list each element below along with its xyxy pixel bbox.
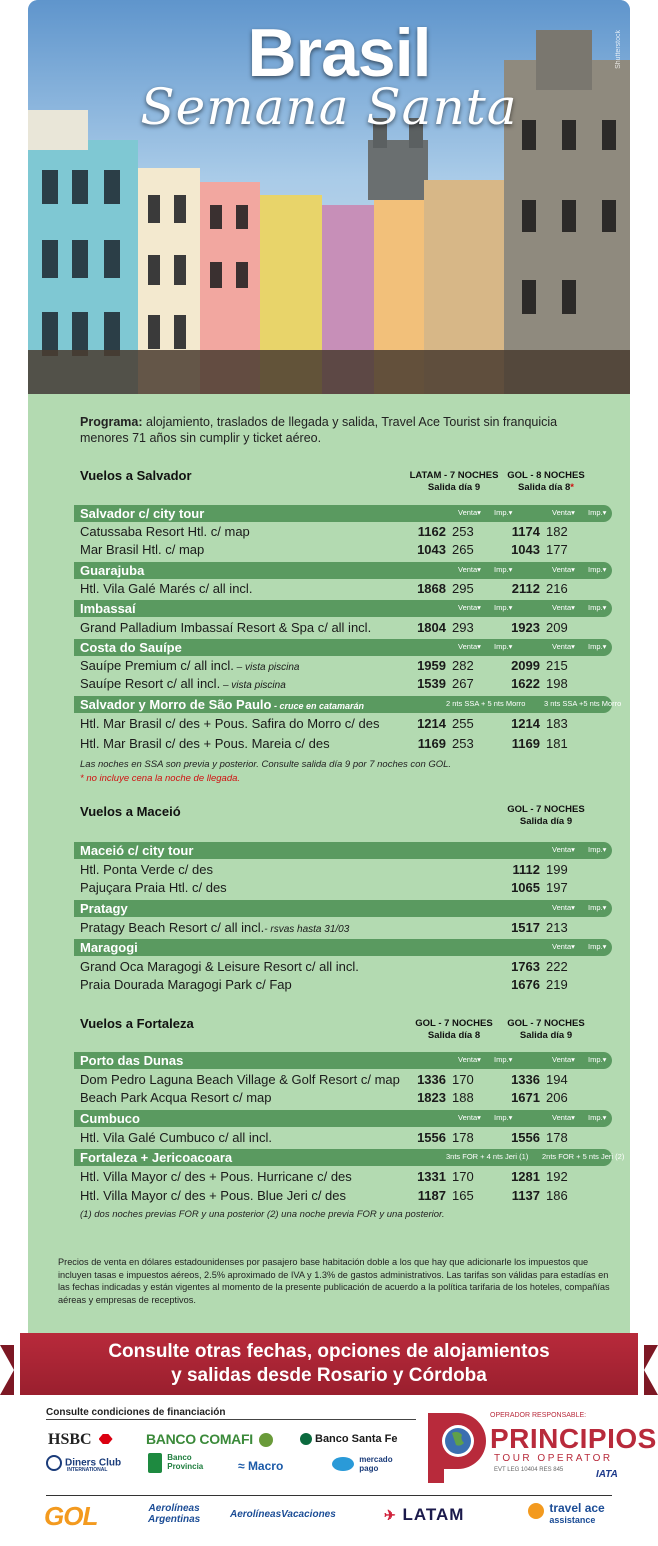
- table-row: [80, 736, 610, 753]
- price-venta: 1763: [511, 959, 540, 974]
- venta-label: Venta▾: [552, 642, 575, 651]
- price-venta: 1923: [511, 620, 540, 635]
- hotel-name: Sauípe Premium c/ all incl.: [80, 658, 234, 673]
- hotel-name: Htl. Ponta Verde c/ des: [80, 862, 213, 877]
- ribbon-line-1: Consulte otras fechas, opciones de alojamientos: [108, 1341, 550, 1362]
- aerolineas-text-1: Aerolíneas: [148, 1503, 200, 1514]
- venta-label: Venta▾: [458, 508, 481, 517]
- price-imp: 177: [546, 542, 568, 557]
- group-band-maceio-city-tour: [74, 842, 612, 859]
- aerolineas-logo: [148, 1503, 200, 1525]
- comafi-logo: [146, 1431, 273, 1447]
- table-row: [80, 880, 610, 897]
- nights-label: 2nts FOR + 5 nts Jeri (2): [542, 1152, 625, 1161]
- group-band-salvador-morro: [74, 696, 622, 713]
- group-name: Salvador y Morro de São Paulo: [80, 697, 272, 712]
- latam-icon: ✈: [384, 1507, 397, 1523]
- santafe-logo: [300, 1433, 398, 1445]
- ribbon-tail-right: [644, 1345, 658, 1395]
- nights-label: 3 nts SSA +5 nts Morro: [544, 699, 622, 708]
- price-venta: 1671: [511, 1090, 540, 1105]
- diners-text: Diners Club: [65, 1457, 122, 1469]
- table-row: [80, 1090, 610, 1107]
- col-head-line: GOL - 7 NOCHES: [507, 1018, 585, 1029]
- group-name: Cumbuco: [80, 1111, 140, 1126]
- venta-label: Venta▾: [552, 603, 575, 612]
- ribbon-line-2: y salidas desde Rosario y Córdoba: [171, 1365, 487, 1386]
- group-band-guarajuba: [74, 562, 612, 579]
- price-venta: 1959: [417, 658, 446, 673]
- provincia-text-2: Provincia: [167, 1462, 204, 1471]
- price-imp: 170: [452, 1072, 474, 1087]
- table-row: [80, 1130, 610, 1147]
- price-venta: 1823: [417, 1090, 446, 1105]
- diners-logo: [46, 1455, 121, 1473]
- price-imp: 295: [452, 581, 474, 596]
- divider: [46, 1419, 416, 1420]
- table-row: [80, 862, 610, 879]
- imp-label: Imp.▾: [588, 903, 607, 912]
- price-imp: 267: [452, 676, 474, 691]
- price-venta: 1331: [417, 1169, 446, 1184]
- group-note: - cruce en catamarán: [271, 701, 364, 711]
- table-row: [80, 542, 610, 559]
- operator-label: OPERADOR RESPONSABLE:: [490, 1412, 587, 1419]
- principios-logo-icon: [422, 1413, 486, 1483]
- price-venta: 1556: [417, 1130, 446, 1145]
- principios-sub: TOUR OPERATOR: [494, 1453, 613, 1464]
- mercado-text-2: pago: [359, 1464, 379, 1473]
- price-table-panel: [28, 394, 630, 1340]
- price-imp: 209: [546, 620, 568, 635]
- hotel-name: Htl. Vila Galé Marés c/ all incl.: [80, 581, 253, 596]
- price-venta: 1169: [417, 736, 446, 751]
- nights-label: 3nts FOR + 4 nts Jeri (1): [446, 1152, 529, 1161]
- group-name: Pratagy: [80, 901, 128, 916]
- group-name: Maragogi: [80, 940, 138, 955]
- col-head-gol-8: [409, 1018, 499, 1042]
- price-venta: 1043: [511, 542, 540, 557]
- travelace-logo: [528, 1503, 605, 1526]
- price-imp: 293: [452, 620, 474, 635]
- hotel-name: Pratagy Beach Resort c/ all incl.: [80, 920, 265, 935]
- table-row: [80, 977, 610, 994]
- hsbc-text: HSBC: [48, 1431, 92, 1448]
- price-venta: 2099: [511, 658, 540, 673]
- principios-name: PRINCIPIOS: [490, 1423, 657, 1454]
- provincia-text-1: Banco: [167, 1453, 192, 1462]
- ribbon-tail-left: [0, 1345, 14, 1395]
- price-venta: 1174: [511, 524, 540, 539]
- venta-label: Venta▾: [458, 603, 481, 612]
- price-venta: 1187: [417, 1188, 446, 1203]
- comafi-globe-icon: [259, 1433, 273, 1447]
- price-venta: 1804: [417, 620, 446, 635]
- promo-ribbon: [0, 1333, 658, 1395]
- santafe-text: Banco Santa Fe: [315, 1433, 398, 1445]
- venta-label: Venta▾: [458, 642, 481, 651]
- price-imp: 206: [546, 1090, 568, 1105]
- venta-label: Venta▾: [458, 1113, 481, 1122]
- hero-subtitle: Semana Santa: [140, 78, 518, 136]
- table-row: [80, 1188, 610, 1205]
- col-head-line: Salida día 9: [519, 1030, 573, 1041]
- imp-label: Imp.▾: [494, 603, 513, 612]
- col-head-line: GOL - 8 NOCHES: [507, 470, 585, 481]
- col-head-gol-9: [501, 1018, 591, 1042]
- col-head-line: Salida día 9: [519, 816, 573, 827]
- table-row: [80, 1072, 610, 1089]
- price-venta: 1676: [511, 977, 540, 992]
- hotel-name: Grand Oca Maragogi & Leisure Resort c/ all incl.: [80, 959, 359, 974]
- hotel-name: Htl. Villa Mayor c/ des + Pous. Blue Jeri c/ des: [80, 1188, 347, 1203]
- price-venta: 1336: [417, 1072, 446, 1087]
- hsbc-hexagon-icon: [99, 1434, 113, 1444]
- imp-label: Imp.▾: [588, 508, 607, 517]
- footnote-salvador: Las noches en SSA son previa y posterior. Consulte salida día 9 por 7 noches con GOL.: [80, 759, 452, 770]
- price-venta: 1065: [511, 880, 540, 895]
- principios-evt: EVT LEG 10404 RES 845: [494, 1467, 564, 1473]
- imp-label: Imp.▾: [588, 845, 607, 854]
- imp-label: Imp.▾: [494, 1055, 513, 1064]
- col-head-gol: [501, 804, 591, 828]
- diners-subtext: INTERNATIONAL: [67, 1467, 108, 1473]
- group-band-maragogi: [74, 939, 612, 956]
- group-band-pratagy: [74, 900, 612, 917]
- gol-logo: GOL: [44, 1501, 98, 1531]
- disclaimer: Precios de venta en dólares estadounidenses por pasajero base habitación doble a los que hay que adicionarle los impuestos que incluyen tasas e impuestos aéreos, 2.5% aproximado de IVA y 1.3% de gastos administrativos. Las tarifas son válidas para estadías en las fechas indicadas y están vigentes al momento de la presente publicación de acuerdo a la política tarifaria de los hoteles, compañías aéreas y empresas de receptivos.: [58, 1257, 610, 1305]
- travelace-text-2: assistance: [549, 1515, 596, 1525]
- hotel-note: - rsvas hasta 31/03: [264, 924, 350, 935]
- hotel-name: Htl. Villa Mayor c/ des + Pous. Hurricane c/ des: [80, 1169, 352, 1184]
- table-row: [80, 716, 610, 733]
- price-imp: 178: [452, 1130, 474, 1145]
- table-row: [80, 959, 610, 976]
- price-imp: 182: [546, 524, 568, 539]
- price-imp: 192: [546, 1169, 568, 1184]
- group-band-porto-das-dunas: [74, 1052, 612, 1069]
- hotel-name: Catussaba Resort Htl. c/ map: [80, 524, 250, 539]
- hotel-note: – vista piscina: [220, 680, 286, 691]
- venta-label: Venta▾: [552, 1055, 575, 1064]
- col-head-line: LATAM - 7 NOCHES: [409, 470, 499, 481]
- group-band-fortaleza-jericoacoara: [74, 1149, 625, 1166]
- table-row: [80, 581, 610, 598]
- provincia-logo: [148, 1453, 203, 1473]
- hero-banner: [28, 0, 630, 394]
- iata-logo: IATA: [596, 1469, 618, 1480]
- price-venta: 1043: [417, 542, 446, 557]
- venta-label: Venta▾: [458, 1055, 481, 1064]
- price-venta: 1214: [511, 716, 540, 731]
- price-imp: 186: [546, 1188, 568, 1203]
- price-venta: 2112: [511, 581, 540, 596]
- col-head-line: GOL - 7 NOCHES: [507, 804, 585, 815]
- col-head-line: Salida día 8: [518, 482, 571, 493]
- price-imp: 198: [546, 676, 568, 691]
- price-imp: 213: [546, 920, 568, 935]
- imp-label: Imp.▾: [588, 1113, 607, 1122]
- asterisk-mark: *: [570, 482, 574, 493]
- price-venta: 1214: [417, 716, 446, 731]
- table-row: [80, 676, 610, 693]
- venta-label: Venta▾: [552, 942, 575, 951]
- hotel-name: Dom Pedro Laguna Beach Village & Golf Resort c/ map: [80, 1072, 400, 1087]
- price-imp: 219: [546, 977, 568, 992]
- venta-label: Venta▾: [552, 565, 575, 574]
- group-name: Costa do Sauípe: [80, 640, 182, 655]
- macro-text: Macro: [247, 1459, 284, 1473]
- price-imp: 216: [546, 581, 568, 596]
- price-venta: 1137: [511, 1188, 540, 1203]
- travelace-text-1: travel ace: [549, 1501, 605, 1515]
- col-head-line: Salida día 9: [427, 482, 481, 493]
- venta-label: Venta▾: [552, 508, 575, 517]
- photo-credit: Shutterstock: [615, 30, 622, 69]
- table-row: [80, 658, 610, 675]
- table-row: [80, 920, 610, 937]
- imp-label: Imp.▾: [588, 603, 607, 612]
- price-imp: 165: [452, 1188, 474, 1203]
- price-imp: 181: [546, 736, 568, 751]
- financing-label: Consulte condiciones de financiación: [46, 1407, 226, 1418]
- mercado-text-1: mercado: [359, 1455, 393, 1464]
- price-imp: 253: [452, 524, 474, 539]
- mercadopago-logo: [332, 1455, 393, 1473]
- hotel-name: Htl. Mar Brasil c/ des + Pous. Mareia c/ des: [80, 736, 330, 751]
- travelace-icon: [528, 1503, 544, 1519]
- santafe-icon: [300, 1433, 312, 1445]
- imp-label: Imp.▾: [588, 642, 607, 651]
- price-venta: 1517: [511, 920, 540, 935]
- venta-label: Venta▾: [458, 565, 481, 574]
- hotel-note: – vista piscina: [233, 662, 300, 673]
- price-imp: 188: [452, 1090, 474, 1105]
- price-imp: 199: [546, 862, 568, 877]
- table-row: [80, 524, 610, 541]
- macro-logo: [238, 1459, 283, 1473]
- footnote-salvador-dinner: * no incluye cena la noche de llegada.: [80, 773, 241, 784]
- group-band-costa-do-sauipe: [74, 639, 612, 656]
- price-imp: 215: [546, 658, 568, 673]
- price-venta: 1868: [417, 581, 446, 596]
- price-imp: 197: [546, 880, 568, 895]
- price-venta: 1112: [512, 862, 540, 877]
- price-imp: 265: [452, 542, 474, 557]
- imp-label: Imp.▾: [588, 1055, 607, 1064]
- footnote-fortaleza: (1) dos noches previas FOR y una posterior (2) una noche previa FOR y una posterior.: [80, 1209, 445, 1220]
- latam-text: LATAM: [402, 1505, 465, 1524]
- group-name: Guarajuba: [80, 563, 145, 578]
- col-head-gol: [501, 470, 591, 494]
- nights-label: 2 nts SSA + 5 nts Morro: [446, 699, 526, 708]
- group-name: Porto das Dunas: [80, 1053, 184, 1068]
- section-title-salvador: Vuelos a Salvador: [80, 468, 192, 483]
- program-label: Programa:: [80, 415, 143, 429]
- price-imp: 170: [452, 1169, 474, 1184]
- program-intro: [80, 414, 580, 446]
- comafi-text: BANCO COMAFI: [146, 1431, 253, 1447]
- diners-icon: [46, 1455, 62, 1471]
- price-venta: 1556: [511, 1130, 540, 1145]
- price-venta: 1162: [417, 524, 446, 539]
- footer-logos: [28, 1395, 657, 1546]
- group-name: Maceió c/ city tour: [80, 843, 194, 858]
- hotel-name: Sauípe Resort c/ all incl.: [80, 676, 221, 691]
- imp-label: Imp.▾: [494, 1113, 513, 1122]
- hotel-name: Grand Palladium Imbassaí Resort & Spa c/ all incl.: [80, 620, 372, 635]
- venta-label: Venta▾: [552, 1113, 575, 1122]
- group-name: Fortaleza + Jericoacoara: [80, 1150, 233, 1165]
- venta-label: Venta▾: [552, 903, 575, 912]
- hero-title: Brasil: [247, 15, 431, 91]
- provincia-icon: [148, 1453, 162, 1473]
- section-title-maceio: Vuelos a Maceió: [80, 804, 181, 819]
- section-title-fortaleza: Vuelos a Fortaleza: [80, 1016, 194, 1031]
- col-head-latam: [409, 470, 499, 494]
- aerolineas-text-2: Argentinas: [148, 1514, 201, 1525]
- price-imp: 183: [546, 716, 568, 731]
- hotel-name: Praia Dourada Maragogi Park c/ Fap: [80, 977, 292, 992]
- venta-label: Venta▾: [552, 845, 575, 854]
- imp-label: Imp.▾: [494, 508, 513, 517]
- price-imp: 194: [546, 1072, 568, 1087]
- hotel-name: Htl. Vila Galé Cumbuco c/ all incl.: [80, 1130, 272, 1145]
- mercadopago-handshake-icon: [332, 1457, 354, 1471]
- hotel-name: Pajuçara Praia Htl. c/ des: [80, 880, 227, 895]
- hotel-name: Beach Park Acqua Resort c/ map: [80, 1090, 272, 1105]
- price-imp: 222: [546, 959, 568, 974]
- imp-label: Imp.▾: [588, 565, 607, 574]
- imp-label: Imp.▾: [588, 942, 607, 951]
- col-head-line: GOL - 7 NOCHES: [415, 1018, 493, 1029]
- price-venta: 1169: [511, 736, 540, 751]
- table-row: [80, 1169, 610, 1186]
- hsbc-logo: [48, 1431, 113, 1449]
- latam-logo: [384, 1505, 464, 1525]
- group-name: Salvador c/ city tour: [80, 506, 205, 521]
- price-imp: 282: [452, 658, 474, 673]
- group-band-imbassai: [74, 600, 612, 617]
- group-band-cumbuco: [74, 1110, 612, 1127]
- imp-label: Imp.▾: [494, 642, 513, 651]
- divider: [46, 1495, 612, 1496]
- macro-wave-icon: ≈: [238, 1459, 245, 1473]
- price-venta: 1281: [511, 1169, 540, 1184]
- price-venta: 1539: [417, 676, 446, 691]
- hotel-name: Mar Brasil Htl. c/ map: [80, 542, 205, 557]
- col-head-line: Salida día 8: [427, 1030, 481, 1041]
- group-band-salvador-city-tour: [74, 505, 612, 522]
- table-row: [80, 620, 610, 637]
- price-imp: 253: [452, 736, 474, 751]
- program-text: alojamiento, traslados de llegada y salida, Travel Ace Tourist sin franquicia menores 71 años sin cumplir y ticket aéreo.: [80, 415, 558, 445]
- price-imp: 255: [452, 716, 474, 731]
- hotel-name: Htl. Mar Brasil c/ des + Pous. Safira do Morro c/ des: [80, 716, 380, 731]
- group-name: Imbassaí: [80, 601, 136, 616]
- price-imp: 178: [546, 1130, 568, 1145]
- price-venta: 1622: [511, 676, 540, 691]
- price-venta: 1336: [511, 1072, 540, 1087]
- aerolineas-vacaciones-logo: AerolíneasVacaciones: [230, 1509, 336, 1520]
- imp-label: Imp.▾: [494, 565, 513, 574]
